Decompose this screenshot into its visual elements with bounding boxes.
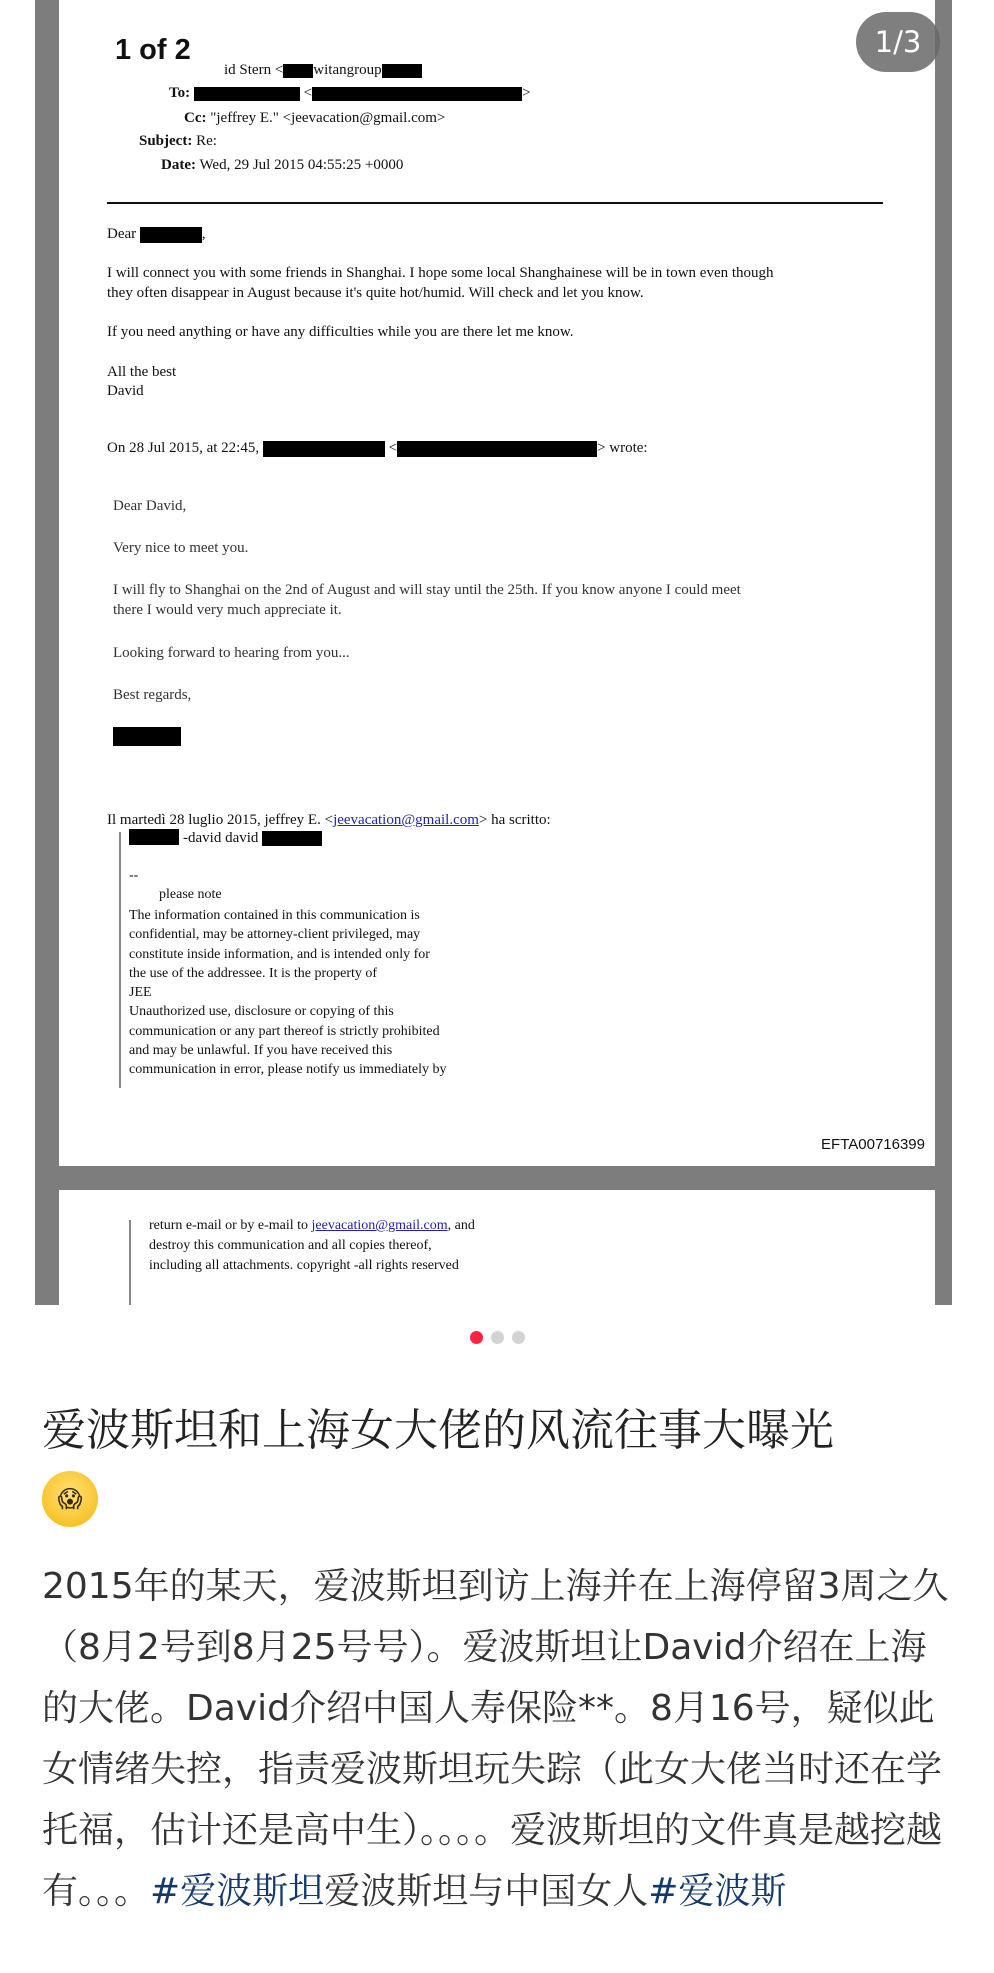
image-counter: 1/3 bbox=[856, 12, 940, 72]
email-link[interactable]: jeevacation@gmail.com bbox=[333, 812, 479, 828]
reply-line: If you need anything or have any difficulties while you are there let me know. bbox=[107, 324, 574, 340]
redaction bbox=[140, 227, 202, 243]
signature-dashes: -- bbox=[129, 868, 139, 883]
document-page-2 bbox=[59, 1190, 935, 1305]
carousel-indicator bbox=[0, 1331, 994, 1344]
image-gallery[interactable] bbox=[35, 0, 952, 1305]
carousel-dot-3[interactable] bbox=[512, 1331, 525, 1344]
quoted-line: there I would very much appreciate it. bbox=[113, 602, 342, 618]
redaction bbox=[129, 828, 179, 846]
email-subject-line: Subject: Re: bbox=[139, 133, 217, 149]
redaction bbox=[194, 87, 300, 101]
scream-emoji-icon: 😱 bbox=[42, 1471, 98, 1527]
quoted-line: Best regards, bbox=[113, 687, 192, 703]
disclaimer-text: The information contained in this communication is confidential, may be attorney-client privileged, may constitute inside information, and is intended only for the use of the addressee. It is the property of JEE Unauthorized use, disclosure or copying of this communication or any part thereof is strictly prohibited and may be unlawful. If you have received this communication in error, please notify us immediately by bbox=[129, 908, 447, 1078]
quote-bar bbox=[129, 1220, 131, 1305]
reply-greeting: Dear , bbox=[107, 226, 206, 242]
quote-header: On 28 Jul 2015, at 22:45, < > wrote: bbox=[107, 440, 648, 456]
document-id: EFTA00716399 bbox=[821, 1136, 925, 1153]
redaction bbox=[283, 64, 313, 78]
email-from-line: id Stern < witangroup bbox=[224, 62, 422, 79]
document-page-1 bbox=[59, 0, 935, 1166]
hashtag-link[interactable]: #爱波斯 bbox=[648, 1871, 787, 1912]
reply-signature: David bbox=[107, 383, 144, 399]
hashtag-link[interactable]: #爱波斯坦 bbox=[150, 1871, 325, 1912]
carousel-dot-1[interactable] bbox=[470, 1331, 483, 1344]
redaction bbox=[397, 441, 597, 457]
quoted-line: Very nice to meet you. bbox=[113, 540, 249, 556]
redaction bbox=[263, 441, 385, 457]
disclaimer-continued: return e-mail or by e-mail to jeevacation@gmail.com, and destroy this communication and all copies thereof, including all attachments. copyright -all rights reserved bbox=[149, 1218, 475, 1273]
email-cc-line: Cc: "jeffrey E." <jeevacation@gmail.com> bbox=[184, 110, 446, 126]
quoted-line: Looking forward to hearing from you... bbox=[113, 645, 350, 661]
post-body: 2015年的某天，爱波斯坦到访上海并在上海停留3周之久（8月2号到8月25号号）。爱波斯坦让David介绍在上海的大佬。David介绍中国人寿保险**。8月16号，疑似此女情绪失控，指责爱波斯坦玩失踪（此女大佬当时还在学托福，估计还是高中生）。。。。爱波斯坦的文件真是越挖越有。。。#爱波斯坦爱波斯坦与中国女人#爱波斯 bbox=[42, 1566, 949, 1912]
email-date-line: Date: Wed, 29 Jul 2015 04:55:25 +0000 bbox=[161, 157, 404, 173]
redaction bbox=[382, 64, 422, 78]
post-title: 爱波斯坦和上海女大佬的风流往事大曝光 😱 bbox=[42, 1400, 962, 1527]
header-divider bbox=[107, 202, 883, 204]
redaction bbox=[312, 87, 522, 101]
reply-line: they often disappear in August because it's quite hot/humid. Will check and let you know. bbox=[107, 285, 644, 301]
carousel-dot-2[interactable] bbox=[491, 1331, 504, 1344]
quoted-line: I will fly to Shanghai on the 2nd of August and will stay until the 25th. If you know anyone I could meet bbox=[113, 582, 741, 598]
nested-signature: -david david bbox=[183, 830, 322, 847]
italian-quote-header: Il martedì 28 luglio 2015, jeffrey E. <jeevacation@gmail.com> ha scritto: bbox=[107, 812, 551, 828]
quoted-greeting: Dear David, bbox=[113, 498, 187, 514]
redaction bbox=[113, 727, 181, 746]
email-link[interactable]: jeevacation@gmail.com bbox=[311, 1218, 448, 1233]
page-label: 1 of 2 bbox=[115, 34, 191, 66]
quote-bar bbox=[119, 832, 121, 1088]
reply-closing: All the best bbox=[107, 364, 177, 380]
email-to-line: To: < > bbox=[169, 85, 531, 101]
reply-line: I will connect you with some friends in Shanghai. I hope some local Shanghainese will be in town even though bbox=[107, 265, 774, 281]
redaction bbox=[262, 831, 322, 846]
please-note: please note bbox=[159, 887, 222, 902]
